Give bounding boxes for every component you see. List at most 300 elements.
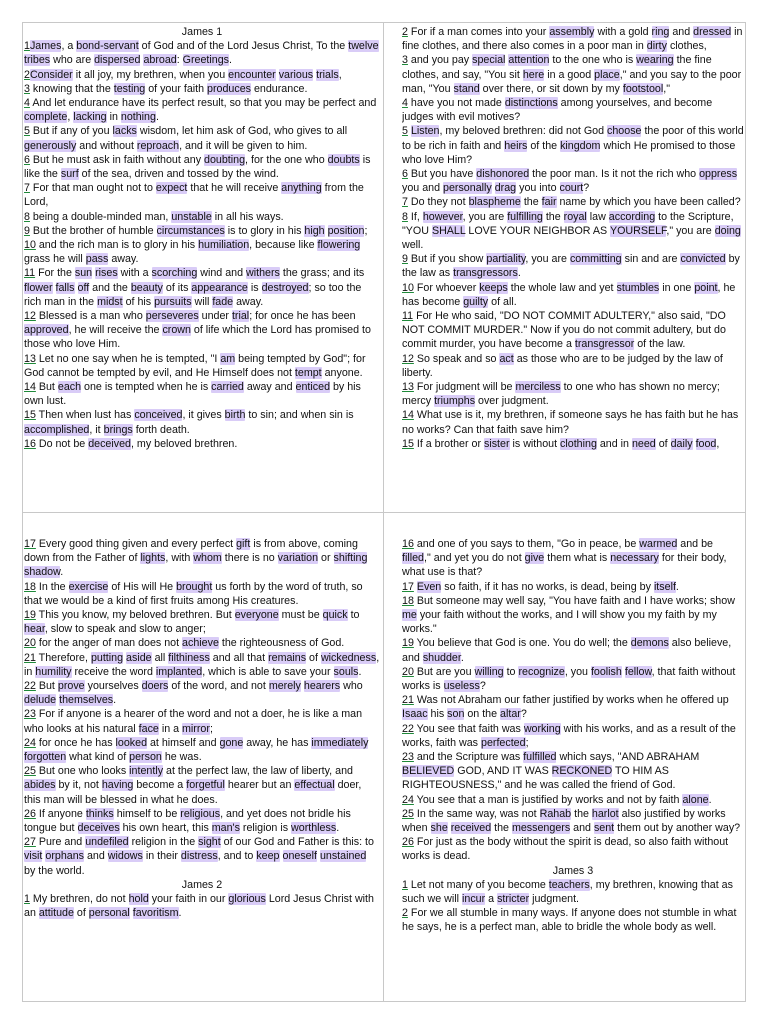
highlighted-word[interactable]: daily: [670, 437, 693, 450]
verse-number-link[interactable]: 23: [402, 751, 414, 764]
verse-text: us forth by the word of truth, so that we would be a kind of first fruits among His creatures.: [24, 580, 363, 607]
highlighted-word[interactable]: stand: [453, 82, 480, 95]
verse-number-link[interactable]: 12: [402, 352, 414, 365]
verse-number-link[interactable]: 25: [402, 807, 414, 820]
highlighted-word[interactable]: doubts: [327, 153, 360, 166]
highlighted-word[interactable]: stumbles: [616, 281, 660, 294]
highlighted-word[interactable]: doers: [141, 680, 169, 693]
highlighted-word[interactable]: messengers: [511, 822, 571, 835]
highlighted-word[interactable]: choose: [607, 125, 642, 138]
highlighted-word[interactable]: personal: [88, 907, 130, 920]
highlighted-word[interactable]: incur: [462, 893, 486, 906]
verse-number-link[interactable]: 8: [402, 210, 408, 223]
highlighted-word[interactable]: expect: [155, 182, 188, 195]
highlighted-word[interactable]: testing: [113, 82, 146, 95]
highlighted-word[interactable]: assembly: [549, 26, 595, 38]
highlighted-word[interactable]: here: [522, 68, 545, 81]
verse-number-link[interactable]: 21: [402, 694, 414, 707]
verse-number-link[interactable]: 13: [24, 352, 36, 365]
highlighted-word[interactable]: royal: [563, 210, 587, 223]
highlighted-word[interactable]: visit: [24, 850, 43, 863]
highlighted-word[interactable]: achieve: [182, 637, 219, 650]
highlighted-word[interactable]: keeps: [479, 281, 508, 294]
highlighted-word[interactable]: attitude: [38, 907, 74, 920]
verse-text: ;: [364, 224, 368, 237]
highlighted-word[interactable]: souls: [333, 665, 359, 678]
highlighted-word[interactable]: accomplished: [24, 423, 90, 436]
verse-text: receive the word: [71, 665, 156, 678]
verse-text: of: [306, 651, 321, 664]
verse-text: , because like: [249, 239, 318, 252]
highlighted-word[interactable]: distress: [180, 850, 218, 863]
highlighted-word[interactable]: prove: [57, 680, 85, 693]
highlighted-word[interactable]: mirror: [182, 722, 210, 735]
verse-number-link[interactable]: 3: [24, 82, 30, 95]
highlighted-word[interactable]: lacks: [112, 125, 137, 138]
highlighted-word[interactable]: conceived: [134, 409, 183, 422]
highlighted-word[interactable]: shadow: [24, 566, 61, 579]
highlighted-word[interactable]: worthless: [291, 822, 337, 835]
verse-number-link[interactable]: 10: [402, 281, 414, 294]
highlighted-word[interactable]: beauty: [130, 281, 163, 294]
highlighted-word[interactable]: man's: [211, 822, 240, 835]
highlighted-word[interactable]: dishonored: [476, 168, 530, 181]
highlighted-word[interactable]: attention: [508, 54, 550, 67]
highlighted-word[interactable]: oppress: [699, 168, 738, 181]
highlighted-word[interactable]: position: [327, 224, 365, 237]
highlighted-word[interactable]: James: [29, 40, 62, 53]
highlighted-word[interactable]: SHALL: [431, 224, 466, 237]
highlighted-word[interactable]: heirs: [504, 139, 528, 152]
highlighted-word[interactable]: hold: [128, 893, 149, 906]
verse-number-link[interactable]: 22: [402, 722, 414, 735]
highlighted-word[interactable]: triumphs: [434, 395, 476, 408]
verse-number-link[interactable]: 17: [24, 538, 36, 550]
verse-text: of: [73, 907, 89, 920]
highlighted-word[interactable]: exercise: [68, 580, 109, 593]
highlighted-word[interactable]: anything: [281, 182, 322, 195]
highlighted-word[interactable]: useless: [443, 680, 480, 693]
highlighted-word[interactable]: hear: [24, 623, 45, 636]
highlighted-word[interactable]: quick: [322, 609, 348, 622]
highlighted-word[interactable]: guilty: [463, 295, 489, 308]
verse-number-link[interactable]: 26: [402, 836, 414, 849]
verse-19: [24, 608, 380, 636]
verse-number-link[interactable]: 15: [24, 409, 36, 422]
highlighted-word[interactable]: withers: [246, 267, 280, 280]
verse-number-link[interactable]: 1: [24, 893, 30, 906]
highlighted-word[interactable]: surf: [60, 168, 79, 181]
verse-number-link[interactable]: 14: [402, 409, 414, 422]
verse-text: by his own lust.: [24, 381, 361, 408]
highlighted-word[interactable]: tribes: [24, 54, 51, 67]
highlighted-word[interactable]: altar: [500, 708, 521, 721]
highlighted-word[interactable]: fade: [212, 295, 234, 308]
highlighted-word[interactable]: sister: [484, 437, 510, 450]
highlighted-word[interactable]: various: [278, 68, 314, 81]
verse-number-link[interactable]: 15: [402, 437, 414, 450]
highlighted-word[interactable]: recognize: [518, 665, 565, 678]
highlighted-word[interactable]: generously: [24, 139, 77, 152]
highlighted-word[interactable]: enticed: [295, 381, 331, 394]
highlighted-word[interactable]: trials: [316, 68, 339, 81]
highlighted-word[interactable]: working: [523, 722, 561, 735]
highlighted-word[interactable]: gift: [236, 538, 251, 550]
verse-text: by it, not: [55, 779, 102, 792]
highlighted-word[interactable]: favoritism: [132, 907, 179, 920]
verse-number-link[interactable]: 24: [24, 736, 36, 749]
verse-1: [24, 892, 380, 920]
verse-number-link[interactable]: 22: [24, 680, 36, 693]
highlighted-word[interactable]: however: [422, 210, 463, 223]
highlighted-word[interactable]: implanted: [155, 665, 203, 678]
highlighted-word[interactable]: fulfilled: [523, 751, 557, 764]
highlighted-word[interactable]: personally: [443, 182, 492, 195]
highlighted-word[interactable]: encounter: [228, 68, 276, 81]
verse-text: of life which the Lord has promised to those who love Him.: [24, 324, 371, 351]
highlighted-word[interactable]: deceives: [77, 822, 120, 835]
verse-text: by the law as: [402, 253, 740, 280]
verse-number-link[interactable]: 5: [402, 125, 408, 138]
highlighted-word[interactable]: wickedness: [320, 651, 377, 664]
highlighted-word[interactable]: she: [430, 822, 448, 835]
highlighted-word[interactable]: clothing: [560, 437, 597, 450]
verse-number-link[interactable]: 6: [24, 153, 30, 166]
highlighted-word[interactable]: themselves: [59, 694, 114, 707]
highlighted-word[interactable]: son: [447, 708, 465, 721]
highlighted-word[interactable]: lacking: [73, 111, 107, 124]
verse-number-link[interactable]: 17: [402, 580, 414, 593]
highlighted-word[interactable]: brought: [176, 580, 213, 593]
highlighted-word[interactable]: transgressors: [453, 267, 518, 280]
highlighted-word[interactable]: off: [77, 281, 90, 294]
highlighted-word[interactable]: high: [304, 224, 325, 237]
highlighted-word[interactable]: forgotten: [24, 751, 67, 764]
highlighted-word[interactable]: midst: [97, 295, 123, 308]
verse-19: [402, 636, 744, 664]
highlighted-word[interactable]: nothing: [120, 111, 156, 124]
verse-number-link[interactable]: 1: [402, 878, 408, 891]
verse-text: from the Lord,: [24, 182, 364, 209]
highlighted-word[interactable]: fair: [541, 196, 557, 209]
highlighted-word[interactable]: act: [499, 352, 514, 365]
highlighted-word[interactable]: complete: [24, 111, 68, 124]
highlighted-word[interactable]: convicted: [680, 253, 726, 266]
verse-number-link[interactable]: 18: [402, 594, 414, 607]
highlighted-word[interactable]: sight: [198, 836, 221, 849]
highlighted-word[interactable]: drag: [494, 182, 517, 195]
verse-number-link[interactable]: 2: [24, 68, 30, 81]
verse-text: ?: [583, 182, 590, 195]
highlighted-word[interactable]: demons: [630, 637, 669, 650]
highlighted-word[interactable]: place: [594, 68, 620, 81]
highlighted-word[interactable]: teachers: [548, 878, 590, 891]
verse-22: [24, 679, 380, 707]
verse-text: If a brother or: [413, 437, 484, 450]
highlighted-word[interactable]: me: [402, 609, 417, 622]
highlighted-word[interactable]: transgressor: [574, 338, 635, 351]
highlighted-word[interactable]: necessary: [610, 552, 659, 565]
verse-text: But you have: [407, 168, 477, 181]
verse-text: But if any of you: [29, 125, 113, 138]
highlighted-word[interactable]: doubting: [204, 153, 246, 166]
verse-17: [402, 580, 744, 594]
verse-number-link[interactable]: 20: [402, 665, 414, 678]
highlighted-word[interactable]: rises: [95, 267, 118, 280]
highlighted-word[interactable]: tempt: [294, 366, 322, 379]
highlighted-word[interactable]: widows: [107, 850, 143, 863]
highlighted-word[interactable]: point: [694, 281, 718, 294]
highlighted-word[interactable]: looked: [115, 736, 148, 749]
verse-text: .: [517, 267, 521, 280]
highlighted-word[interactable]: gone: [219, 736, 244, 749]
verse-text: .: [178, 907, 182, 920]
highlighted-word[interactable]: lights: [140, 552, 166, 565]
highlighted-word[interactable]: partiality: [486, 253, 526, 266]
highlighted-word[interactable]: court: [559, 182, 584, 195]
highlighted-word[interactable]: trial: [231, 310, 250, 323]
highlighted-word[interactable]: immediately: [311, 736, 369, 749]
highlighted-word[interactable]: flowering: [317, 239, 361, 252]
verse-number-link[interactable]: 7: [402, 196, 408, 209]
verse-number-link[interactable]: 20: [24, 637, 36, 650]
highlighted-word[interactable]: pass: [85, 253, 109, 266]
verse-text: is to glory in his: [224, 224, 305, 237]
highlighted-word[interactable]: perseveres: [145, 310, 199, 323]
highlighted-word[interactable]: oneself: [282, 850, 317, 863]
verse-number-link[interactable]: 6: [402, 168, 408, 181]
verse-text: For that man ought not to: [29, 182, 156, 195]
highlighted-word[interactable]: Greetings: [182, 54, 230, 67]
highlighted-word[interactable]: merciless: [515, 381, 561, 394]
highlighted-word[interactable]: thinks: [85, 807, 114, 820]
highlighted-word[interactable]: dirty: [646, 40, 667, 53]
highlighted-word[interactable]: alone: [682, 793, 709, 806]
verse-number-link[interactable]: 9: [402, 253, 408, 266]
highlighted-word[interactable]: humiliation: [198, 239, 250, 252]
verse-number-link[interactable]: 5: [24, 125, 30, 138]
highlighted-word[interactable]: committing: [569, 253, 622, 266]
verse-number-link[interactable]: 24: [402, 793, 414, 806]
highlighted-word[interactable]: produces: [207, 82, 251, 95]
highlighted-word[interactable]: carried: [211, 381, 244, 394]
highlighted-word[interactable]: shudder: [422, 651, 461, 664]
verse-text: For if anyone is a hearer of the word and not a doer, he is like a man who looks at his natural: [24, 708, 363, 735]
highlighted-word[interactable]: Isaac: [402, 708, 428, 721]
highlighted-word[interactable]: deceived: [88, 437, 131, 450]
verse-number-link[interactable]: 26: [24, 807, 36, 820]
highlighted-word[interactable]: putting: [90, 651, 124, 664]
highlighted-word[interactable]: filled: [402, 552, 424, 565]
highlighted-word[interactable]: glorious: [228, 893, 266, 906]
highlighted-word[interactable]: keep: [256, 850, 280, 863]
verse-number-link[interactable]: 11: [24, 267, 36, 280]
verse-text: in their: [142, 850, 181, 863]
highlighted-word[interactable]: warmed: [639, 538, 678, 550]
highlighted-word[interactable]: birth: [224, 409, 246, 422]
highlighted-word[interactable]: stricter: [497, 893, 530, 906]
verse-number-link[interactable]: 16: [24, 437, 36, 450]
highlighted-word[interactable]: circumstances: [156, 224, 225, 237]
highlighted-word[interactable]: whom: [193, 552, 222, 565]
verse-text: a: [485, 893, 498, 906]
highlighted-word[interactable]: abides: [24, 779, 56, 792]
highlighted-word[interactable]: effectual: [294, 779, 335, 792]
verse-text: and the: [89, 281, 131, 294]
verse-number-link[interactable]: 14: [24, 381, 36, 394]
verse-text: And let endurance have its perfect result, so that you may be perfect and: [29, 97, 377, 110]
highlighted-word[interactable]: appearance: [191, 281, 248, 294]
highlighted-word[interactable]: shifting: [333, 552, 368, 565]
highlighted-word[interactable]: filthiness: [168, 651, 210, 664]
highlighted-word[interactable]: destroyed: [261, 281, 309, 294]
highlighted-word[interactable]: distinctions: [504, 97, 558, 110]
highlighted-word[interactable]: crown: [162, 324, 191, 337]
verse-number-link[interactable]: 19: [402, 637, 414, 650]
verse-text: , you are: [462, 210, 508, 223]
verse-number-link[interactable]: 23: [24, 708, 36, 721]
highlighted-word[interactable]: falls: [55, 281, 75, 294]
highlighted-word[interactable]: foolish: [590, 665, 622, 678]
highlighted-word[interactable]: wearing: [636, 54, 674, 67]
verse-text: of His will He: [108, 580, 177, 593]
highlighted-word[interactable]: received: [450, 822, 492, 835]
verse-text: For He who said, "DO NOT COMMIT ADULTERY," also said, "DO NOT COMMIT MURDER." Now if you do not commit adultery, but do commit murder, you have become a: [402, 310, 726, 351]
highlighted-word[interactable]: YOURSELF: [609, 224, 667, 237]
verse-number-link[interactable]: 27: [24, 836, 36, 849]
highlighted-word[interactable]: Consider: [29, 68, 73, 81]
verse-number-link[interactable]: 4: [24, 97, 30, 110]
verse-text: , in: [24, 651, 380, 678]
verse-text: In the same way, was not: [413, 807, 540, 820]
highlighted-word[interactable]: according: [608, 210, 656, 223]
verse-number-link[interactable]: 2: [402, 26, 408, 38]
highlighted-word[interactable]: variation: [277, 552, 319, 565]
highlighted-word[interactable]: Even: [416, 580, 442, 593]
highlighted-word[interactable]: special: [472, 54, 506, 67]
verse-text: , it: [89, 423, 104, 436]
highlighted-word[interactable]: sent: [593, 822, 615, 835]
highlighted-word[interactable]: harlot: [591, 807, 619, 820]
verse-number-link[interactable]: 11: [402, 310, 414, 323]
highlighted-word[interactable]: pursuits: [154, 295, 192, 308]
highlighted-word[interactable]: RECKONED: [551, 765, 613, 778]
highlighted-word[interactable]: everyone: [234, 609, 279, 622]
verse-number-link[interactable]: 16: [402, 538, 414, 550]
highlighted-word[interactable]: remains: [268, 651, 307, 664]
verse-number-link[interactable]: 7: [24, 182, 30, 195]
verse-number-link[interactable]: 9: [24, 224, 30, 237]
highlighted-word[interactable]: intently: [129, 765, 164, 778]
highlighted-word[interactable]: hearers: [303, 680, 341, 693]
highlighted-word[interactable]: humility: [35, 665, 72, 678]
highlighted-word[interactable]: approved: [24, 324, 69, 337]
highlighted-word[interactable]: unstable: [171, 210, 212, 223]
highlighted-word[interactable]: reproach: [136, 139, 180, 152]
highlighted-word[interactable]: Listen: [410, 125, 440, 138]
verse-text: ," you are: [666, 224, 715, 237]
verse-text: and the rich man is to glory in his: [35, 239, 199, 252]
highlighted-word[interactable]: give: [524, 552, 545, 565]
highlighted-word[interactable]: unstained: [319, 850, 367, 863]
highlighted-word[interactable]: need: [631, 437, 656, 450]
verse-text: which He promised to those who love Him?: [402, 139, 736, 166]
highlighted-word[interactable]: flower: [24, 281, 53, 294]
highlighted-word[interactable]: scorching: [151, 267, 198, 280]
verse-number-link[interactable]: 21: [24, 651, 36, 664]
highlighted-word[interactable]: twelve: [348, 40, 379, 53]
highlighted-word[interactable]: fellow: [624, 665, 652, 678]
highlighted-word[interactable]: each: [57, 381, 82, 394]
verse-text: , you are: [525, 253, 570, 266]
verse-text: Lord Jesus Christ with an: [24, 893, 374, 920]
highlighted-word[interactable]: itself: [653, 580, 676, 593]
verse-text: .: [336, 822, 340, 835]
highlighted-word[interactable]: sun: [74, 267, 93, 280]
highlighted-word[interactable]: blaspheme: [468, 196, 521, 209]
highlighted-word[interactable]: forgetful: [186, 779, 225, 792]
chapter-heading: James 3: [552, 864, 594, 877]
highlighted-word[interactable]: religious: [180, 807, 221, 820]
verse-text: and the Scripture was: [413, 751, 524, 764]
highlighted-word[interactable]: Rahab: [539, 807, 572, 820]
verse-number-link[interactable]: 19: [24, 609, 36, 622]
verse-text: This you know, my beloved brethren. But: [35, 609, 235, 622]
highlighted-word[interactable]: dispersed: [94, 54, 141, 67]
highlighted-word[interactable]: orphans: [45, 850, 85, 863]
highlighted-word[interactable]: brings: [103, 423, 133, 436]
verse-number-link[interactable]: 1: [24, 40, 30, 53]
highlighted-word[interactable]: am: [220, 352, 236, 365]
verse-number-link[interactable]: 2: [402, 907, 408, 920]
verse-text: Blessed is a man who: [35, 310, 146, 323]
verse-number-link[interactable]: 12: [24, 310, 36, 323]
highlighted-word[interactable]: ring: [651, 26, 670, 38]
highlighted-word[interactable]: merely: [268, 680, 301, 693]
highlighted-word[interactable]: person: [129, 751, 162, 764]
verse-number-link[interactable]: 25: [24, 765, 36, 778]
verse-text: of our God and Father is this: to: [220, 836, 374, 849]
highlighted-word[interactable]: dressed: [693, 26, 732, 38]
highlighted-word[interactable]: aside: [126, 651, 152, 664]
verse-text: and without: [76, 139, 137, 152]
highlighted-word[interactable]: undefiled: [85, 836, 129, 849]
verse-number-link[interactable]: 4: [402, 97, 408, 110]
verse-number-link[interactable]: 18: [24, 580, 36, 593]
quadrant-bottom-right: [402, 537, 744, 999]
highlighted-word[interactable]: footstool: [622, 82, 664, 95]
verse-number-link[interactable]: 10: [24, 239, 36, 252]
verse-number-link[interactable]: 8: [24, 210, 30, 223]
verse-text: and be: [677, 538, 713, 550]
verse-text: sin and are: [621, 253, 681, 266]
highlighted-word[interactable]: willing: [474, 665, 504, 678]
highlighted-word[interactable]: doing: [714, 224, 741, 237]
highlighted-word[interactable]: BELIEVED: [402, 765, 455, 778]
highlighted-word[interactable]: fulfilling: [507, 210, 543, 223]
highlighted-word[interactable]: face: [138, 722, 159, 735]
highlighted-word[interactable]: delude: [24, 694, 57, 707]
verse-number-link[interactable]: 3: [402, 54, 408, 67]
verse-text: the grass; and its: [279, 267, 365, 280]
highlighted-word[interactable]: food: [695, 437, 717, 450]
verse-number-link[interactable]: 13: [402, 381, 414, 394]
highlighted-word[interactable]: abroad: [143, 54, 177, 67]
highlighted-word[interactable]: having: [101, 779, 134, 792]
highlighted-word[interactable]: kingdom: [560, 139, 601, 152]
highlighted-word[interactable]: bond-servant: [76, 40, 139, 53]
highlighted-word[interactable]: perfected: [481, 736, 526, 749]
